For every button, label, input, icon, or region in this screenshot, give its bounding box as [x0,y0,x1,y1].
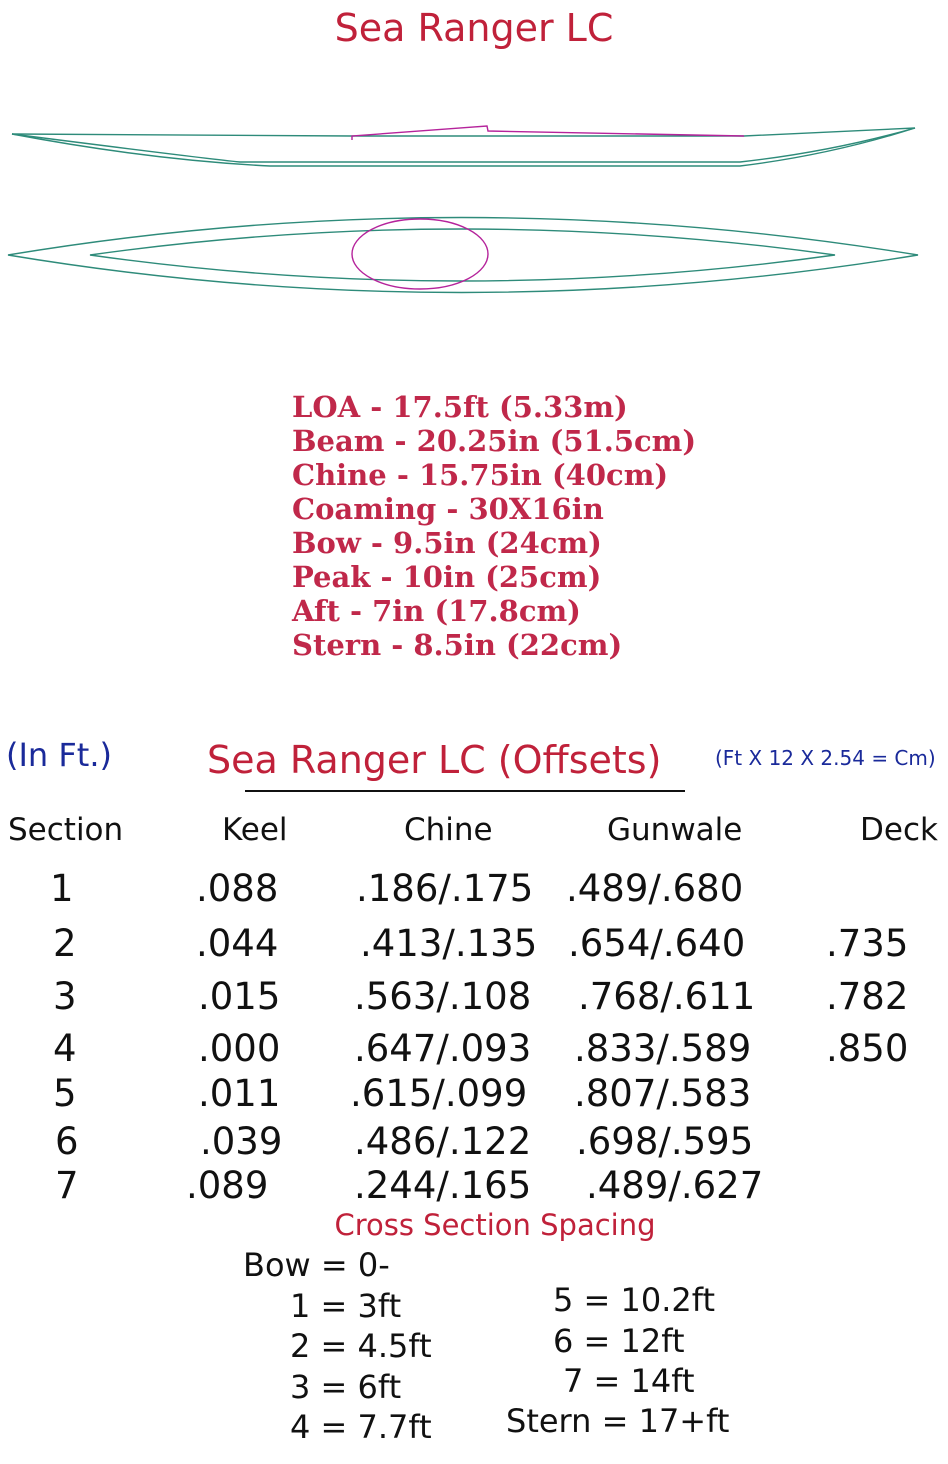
spacing-7: 7 = 14ft [563,1362,695,1400]
specs-list [292,390,697,662]
side-deck-line [12,128,915,136]
plan-view [8,218,918,293]
side-cockpit-coaming [352,126,744,140]
spacing-stern: Stern = 17+ft [506,1402,730,1440]
spec-coaming: Coaming - 30X16in [292,492,604,526]
spacing-5: 5 = 10.2ft [553,1281,716,1319]
spacing-4: 4 = 7.7ft [290,1408,432,1446]
spec-beam: Beam - 20.25in (51.5cm) [292,424,697,458]
cell-section: 4 [53,1027,77,1070]
header-section: Section [8,812,124,848]
cell-section: 5 [53,1072,77,1115]
cell-chine: .186/.175 [356,867,534,910]
header-chine: Chine [404,812,493,848]
header-gunwale: Gunwale [607,812,743,848]
cell-gunwale: .833/.589 [574,1027,752,1070]
side-sheer-line [12,128,915,162]
spacing-title: Cross Section Spacing [334,1208,656,1242]
plan-inner-chine-line [90,229,835,281]
cell-gunwale: .698/.595 [576,1120,754,1163]
header-deck: Deck [860,812,938,848]
cell-chine: .563/.108 [354,975,532,1018]
cell-deck: .782 [826,975,909,1018]
cell-keel: .000 [198,1027,281,1070]
cell-keel: .015 [198,975,281,1018]
cell-section: 1 [50,867,74,910]
cell-chine: .486/.122 [354,1120,532,1163]
cell-keel: .011 [198,1072,281,1115]
cell-section: 2 [53,922,77,965]
cell-section: 3 [53,975,77,1018]
conversion-formula: (Ft X 12 X 2.54 = Cm) [715,746,936,770]
cell-deck: .735 [826,922,909,965]
spacing-3: 3 = 6ft [290,1368,402,1406]
spec-stern: Stern - 8.5in (22cm) [292,628,623,662]
cell-gunwale: .654/.640 [568,922,746,965]
cell-keel: .089 [186,1164,269,1207]
cell-deck: .850 [826,1027,909,1070]
cell-gunwale: .768/.611 [578,975,756,1018]
cell-gunwale: .807/.583 [574,1072,752,1115]
cell-keel: .044 [196,922,279,965]
cell-section: 6 [55,1120,79,1163]
cell-keel: .039 [200,1120,283,1163]
spec-loa: LOA - 17.5ft (5.33m) [292,390,628,424]
cell-section: 7 [55,1164,79,1207]
header-keel: Keel [222,812,288,848]
cell-chine: .615/.099 [350,1072,528,1115]
spec-chine: Chine - 15.75in (40cm) [292,458,669,492]
spec-bow: Bow - 9.5in (24cm) [292,526,602,560]
page-title: Sea Ranger LC [334,6,614,50]
cell-gunwale: .489/.680 [566,867,744,910]
cell-chine: .413/.135 [360,922,538,965]
spacing-6: 6 = 12ft [553,1322,685,1360]
spacing-1: 1 = 3ft [290,1287,402,1325]
cell-chine: .647/.093 [354,1027,532,1070]
units-label: (In Ft.) [6,736,112,774]
cell-keel: .088 [196,867,279,910]
offsets-title: Sea Ranger LC (Offsets) [207,738,662,782]
spacing-bow: Bow = 0- [243,1246,390,1284]
cell-gunwale: .489/.627 [586,1164,764,1207]
spec-peak: Peak - 10in (25cm) [292,560,602,594]
offsets-title-underline [245,790,685,792]
spacing-2: 2 = 4.5ft [290,1327,432,1365]
spec-aft: Aft - 7in (17.8cm) [292,594,581,628]
cell-chine: .244/.165 [354,1164,532,1207]
side-profile-view [12,126,915,166]
